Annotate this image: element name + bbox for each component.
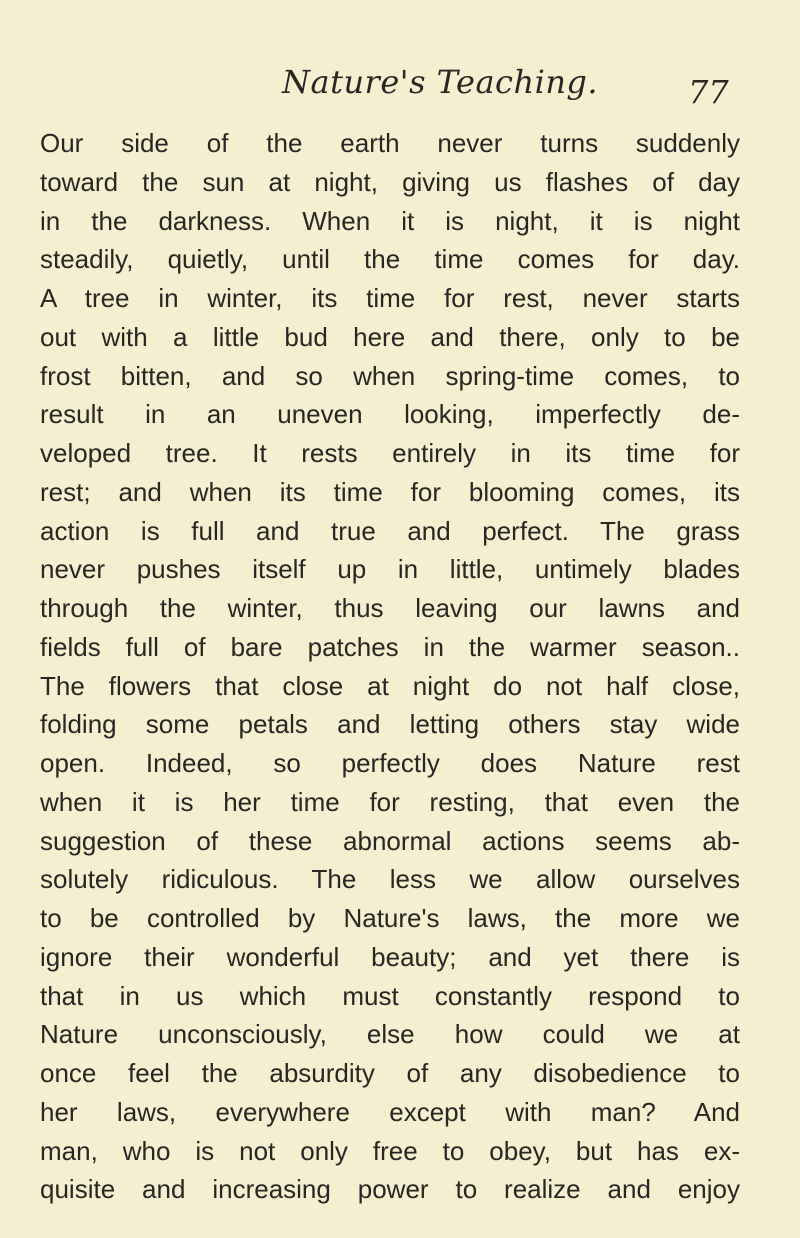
text-line: Nature unconsciously, else how could we at bbox=[40, 1019, 740, 1050]
text-line: frost bitten, and so when spring-time comes, to bbox=[40, 360, 740, 391]
running-head bbox=[0, 62, 800, 111]
text-line: in the darkness. When it is night, it is night bbox=[40, 205, 740, 236]
text-line: quisite and increasing power to realize and enjoy bbox=[40, 1174, 740, 1205]
text-line: man, who is not only free to obey, but has ex- bbox=[40, 1135, 740, 1166]
text-line: veloped tree. It rests entirely in its time for bbox=[40, 438, 740, 468]
text-line: never pushes itself up in little, untimely blades bbox=[40, 554, 740, 585]
text-line: ignore their wonderful beauty; and yet there is bbox=[40, 941, 740, 972]
text-line: rest; and when its time for blooming comes, its bbox=[40, 476, 740, 507]
text-line: A tree in winter, its time for rest, never starts bbox=[40, 283, 740, 313]
text-line: The flowers that close at night do not half close, bbox=[40, 670, 740, 701]
text-line: Our side of the earth never turns suddenly bbox=[40, 128, 740, 158]
text-line: action is full and true and perfect. The grass bbox=[40, 515, 740, 546]
page-number: 77 bbox=[688, 73, 729, 111]
text-line: folding some petals and letting others stay wide bbox=[40, 709, 740, 740]
text-line: steadily, quietly, until the time comes for day. bbox=[40, 244, 740, 275]
text-line: toward the sun at night, giving us flashes of day bbox=[40, 166, 740, 197]
body-paragraph bbox=[40, 124, 740, 1209]
text-line: to be controlled by Nature's laws, the more we bbox=[40, 903, 740, 933]
text-line: solutely ridiculous. The less we allow ourselves bbox=[40, 864, 740, 895]
text-line: when it is her time for resting, that even the bbox=[40, 786, 740, 817]
text-line: once feel the absurdity of any disobedience to bbox=[40, 1058, 740, 1088]
text-line: suggestion of these abnormal actions seems ab- bbox=[40, 825, 740, 856]
text-line: that in us which must constantly respond to bbox=[40, 980, 740, 1011]
text-line: out with a little bud here and there, only to be bbox=[40, 321, 740, 352]
running-title: Nature's Teaching. bbox=[282, 63, 599, 101]
text-line: through the winter, thus leaving our lawns and bbox=[40, 593, 740, 623]
text-line: fields full of bare patches in the warmer season.. bbox=[40, 631, 740, 662]
text-line: open. Indeed, so perfectly does Nature rest bbox=[40, 748, 740, 778]
text-line: her laws, everywhere except with man? And bbox=[40, 1096, 740, 1127]
text-line: result in an uneven looking, imperfectly de- bbox=[40, 399, 740, 430]
